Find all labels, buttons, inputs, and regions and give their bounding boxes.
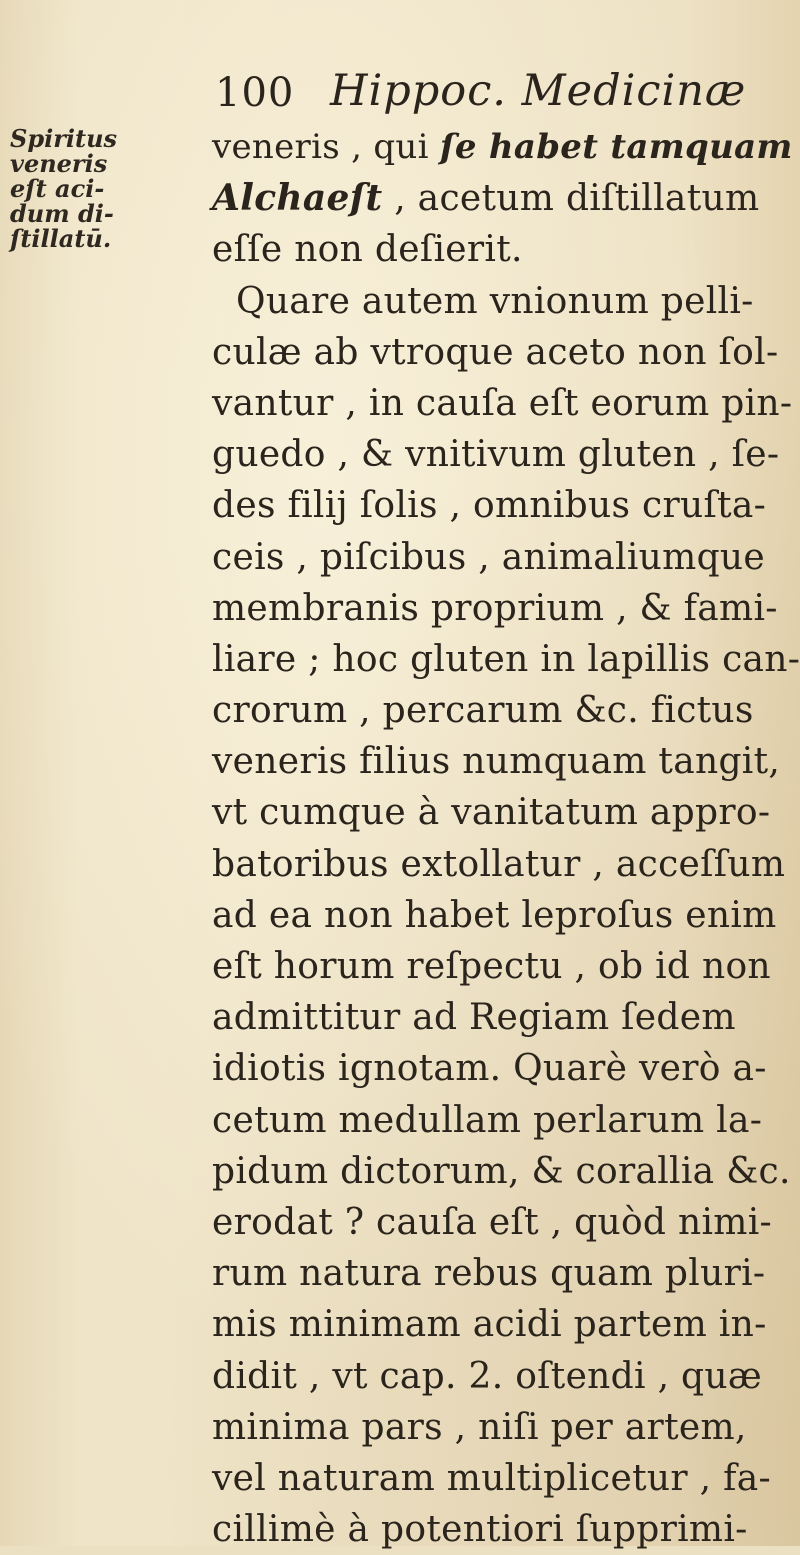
text-line: mis minimam acidi partem in- <box>212 1304 767 1346</box>
text-line <box>212 122 793 173</box>
text-line <box>212 173 768 224</box>
text-line: erodat ? cauſa eſt , quòd nimi- <box>212 1201 773 1243</box>
page-header <box>205 62 745 122</box>
text-line: cillimè à potentiori ſupprimi- <box>212 1509 748 1551</box>
page-number: 100 <box>215 70 295 116</box>
text-line: des filij ſolis , omnibus cruſta- <box>212 485 767 527</box>
margin-note <box>10 126 210 251</box>
text-segment-italic: ſe habet tamquam <box>439 127 793 167</box>
text-line: rum natura rebus quam pluri- <box>212 1253 766 1295</box>
margin-note-line: Spiritus <box>10 124 118 153</box>
text-segment: , acetum diſtillatum <box>382 178 760 220</box>
text-line: liare ; hoc gluten in lapillis can- <box>212 638 800 680</box>
text-line: ad ea non habet leproſus enim <box>212 894 777 936</box>
text-line: veneris filius numquam tangit, <box>212 741 781 783</box>
margin-note-line: dum di- <box>10 199 114 228</box>
text-line: Quare autem vnionum pelli- <box>236 280 754 322</box>
text-line: membranis proprium , & fami- <box>212 587 778 629</box>
text-line: idiotis ignotam. Quarè verò a- <box>212 1048 767 1090</box>
body-text <box>212 122 800 1555</box>
margin-note-line: veneris <box>10 149 108 178</box>
margin-note-line: ſtillatū. <box>10 224 112 253</box>
text-line: pidum dictorum, & corallia &c. <box>212 1150 791 1192</box>
text-line: culæ ab vtroque aceto non ſol- <box>212 331 779 373</box>
margin-note-line: eſt aci- <box>10 174 105 203</box>
text-line: vel naturam multiplicetur , fa- <box>212 1457 771 1499</box>
running-title: Hippoc. Medicinæ <box>330 66 747 116</box>
text-line: minima pars , niſi per artem, <box>212 1406 747 1448</box>
text-line: vt cumque à vanitatum appro- <box>212 792 771 834</box>
text-segment: veneris , qui <box>212 127 440 167</box>
text-line: eſt horum reſpectu , ob id non <box>212 946 771 987</box>
text-line: didit , vt cap. 2. oſtendi , quæ <box>212 1355 763 1397</box>
text-line: cetum medullam perlarum la- <box>212 1099 763 1141</box>
text-line: admittitur ad Regiam ſedem <box>212 997 736 1039</box>
text-line: vantur , in cauſa eſt eorum pin- <box>212 382 793 424</box>
text-line: ceis , piſcibus , animaliumque <box>212 536 766 578</box>
text-line: crorum , percarum &c. fictus <box>212 690 754 732</box>
text-line: guedo , & vnitivum gluten , ſe- <box>212 434 780 476</box>
text-line: eſſe non deſierit. <box>212 229 523 271</box>
text-segment-italic: Alchaeſt <box>212 177 383 220</box>
text-line: batoribus extollatur , acceſſum <box>212 843 786 885</box>
